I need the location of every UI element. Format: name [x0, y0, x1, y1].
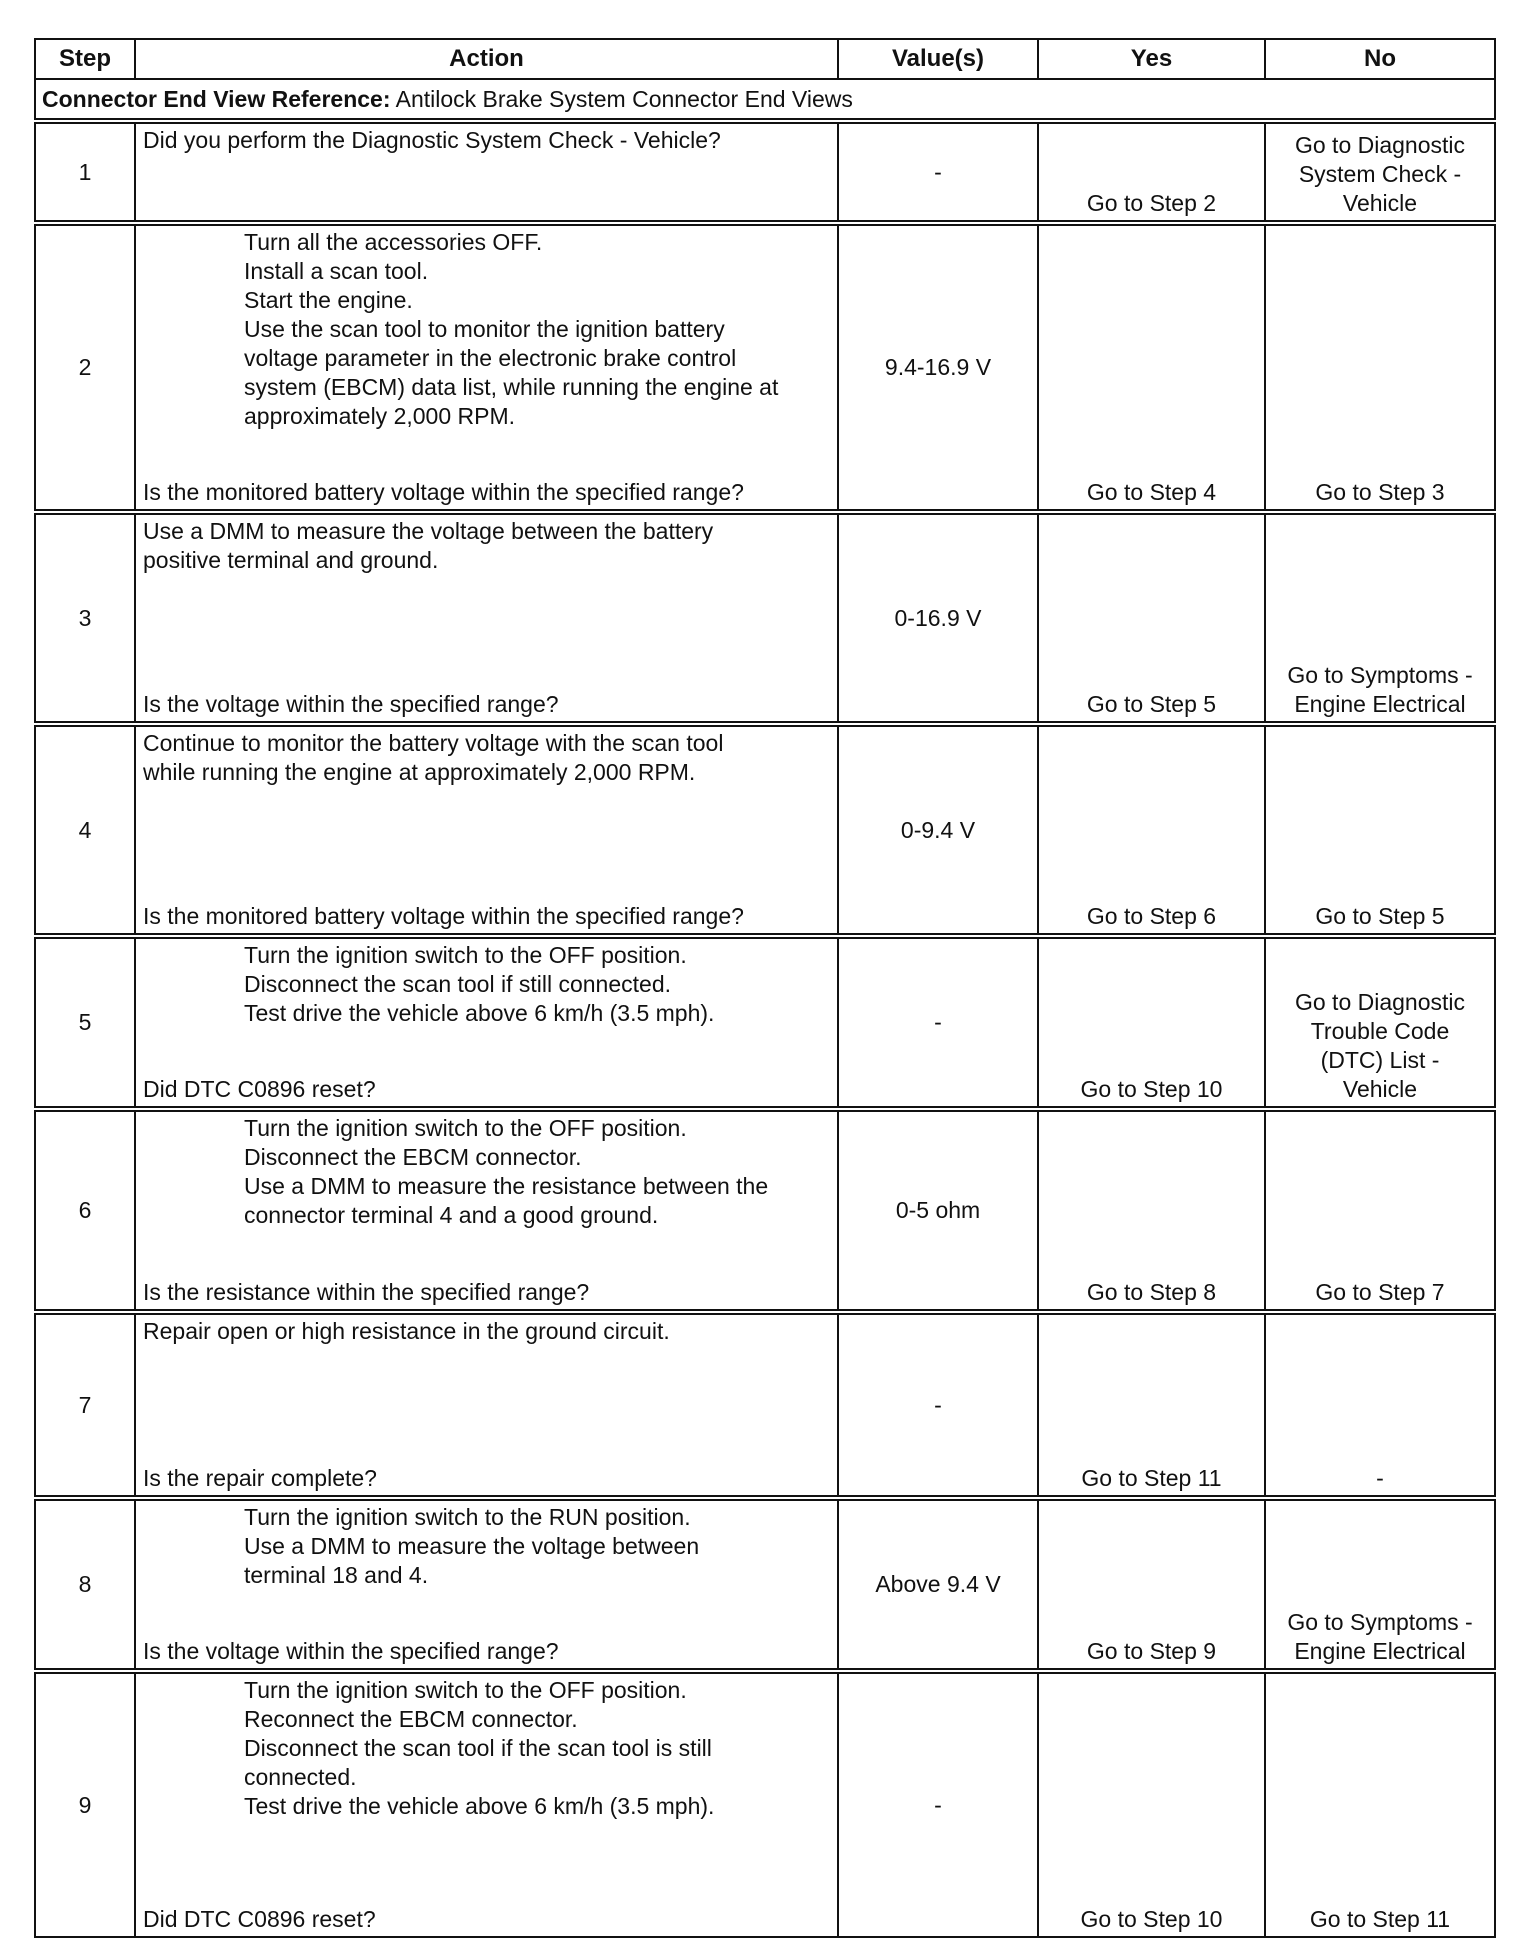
no-cell — [1265, 724, 1495, 936]
yes-line: Go to Step 11 — [1081, 1465, 1222, 1491]
value-cell: - — [838, 936, 1038, 1109]
action-wrap — [136, 727, 837, 933]
no-line: Go to Step 7 — [1315, 1279, 1445, 1305]
table-row — [35, 1312, 1495, 1498]
instruction-line: approximately 2,000 RPM. — [244, 403, 516, 429]
instruction-line: terminal 18 and 4. — [244, 1562, 429, 1588]
action-question: Did DTC C0896 reset? — [143, 1076, 376, 1102]
action-cell — [135, 1671, 838, 1937]
action-question: Is the voltage within the specified range? — [143, 1638, 559, 1664]
action-wrap — [136, 226, 837, 509]
action-instructions — [143, 1114, 829, 1230]
instruction-line: Test drive the vehicle above 6 km/h (3.5 mph). — [244, 1000, 715, 1026]
instruction-line: connected. — [244, 1764, 357, 1790]
value-cell: - — [838, 1671, 1038, 1937]
instruction-line: system (EBCM) data list, while running the engine at — [244, 374, 779, 400]
yes-cell — [1038, 936, 1265, 1109]
no-line: Go to Symptoms - — [1287, 1609, 1473, 1635]
action-instructions — [143, 126, 829, 155]
yes-cell — [1038, 1109, 1265, 1312]
action-cell — [135, 936, 838, 1109]
no-line: Engine Electrical — [1294, 1638, 1466, 1664]
yes-cell — [1038, 1312, 1265, 1498]
action-cell — [135, 1498, 838, 1671]
action-wrap — [136, 939, 837, 1106]
instruction-line: Continue to monitor the battery voltage with the scan tool — [143, 730, 724, 756]
instruction-line: Reconnect the EBCM connector. — [244, 1706, 578, 1732]
action-cell — [135, 223, 838, 512]
header-no: No — [1265, 39, 1495, 79]
action-cell — [135, 1109, 838, 1312]
instruction-line: Disconnect the scan tool if still connected. — [244, 971, 672, 997]
table-row — [35, 512, 1495, 724]
table-row — [35, 1671, 1495, 1937]
yes-cell — [1038, 1671, 1265, 1937]
yes-line: Go to Step 5 — [1086, 691, 1217, 717]
instruction-line: Use a DMM to measure the voltage between — [244, 1533, 700, 1559]
no-line: - — [1376, 1465, 1384, 1491]
instruction-line: voltage parameter in the electronic brake control — [244, 345, 737, 371]
action-instructions — [143, 1317, 829, 1346]
table-row — [35, 936, 1495, 1109]
no-line: Go to Diagnostic — [1294, 132, 1466, 158]
no-cell — [1265, 121, 1495, 223]
instruction-line: Turn the ignition switch to the OFF position. — [244, 942, 687, 968]
action-instructions — [143, 517, 829, 575]
reference-label: Connector End View Reference: — [42, 86, 391, 112]
no-line: Trouble Code — [1310, 1018, 1450, 1044]
action-wrap — [136, 1315, 837, 1495]
step-number: 8 — [35, 1498, 135, 1671]
step-number: 2 — [35, 223, 135, 512]
no-line: Go to Symptoms - — [1287, 662, 1473, 688]
instruction-line: Did you perform the Diagnostic System Check - Vehicle? — [143, 127, 721, 153]
yes-cell — [1038, 121, 1265, 223]
action-instructions — [143, 729, 829, 787]
instruction-line: Disconnect the EBCM connector. — [244, 1144, 582, 1170]
instruction-line: Install a scan tool. — [244, 258, 429, 284]
yes-line: Go to Step 4 — [1086, 479, 1217, 505]
reference-row — [35, 79, 1495, 121]
instruction-line: Turn all the accessories OFF. — [244, 229, 543, 255]
action-question: Is the monitored battery voltage within the specified range? — [143, 903, 744, 929]
step-number: 1 — [35, 121, 135, 223]
action-question: Did DTC C0896 reset? — [143, 1906, 376, 1932]
instruction-line: positive terminal and ground. — [143, 547, 439, 573]
no-line: Vehicle — [1342, 1076, 1418, 1102]
no-line: Go to Diagnostic — [1294, 989, 1466, 1015]
yes-cell — [1038, 512, 1265, 724]
value-cell: Above 9.4 V — [838, 1498, 1038, 1671]
header-values: Value(s) — [838, 39, 1038, 79]
yes-line: Go to Step 10 — [1080, 1076, 1223, 1102]
step-number: 4 — [35, 724, 135, 936]
action-question: Is the voltage within the specified range? — [143, 691, 559, 717]
table-row — [35, 121, 1495, 223]
action-instructions — [143, 1503, 829, 1590]
action-wrap — [136, 1112, 837, 1309]
yes-line: Go to Step 2 — [1086, 190, 1217, 216]
yes-line: Go to Step 9 — [1086, 1638, 1217, 1664]
table-row — [35, 1109, 1495, 1312]
no-line: System Check - — [1298, 161, 1462, 187]
yes-cell — [1038, 724, 1265, 936]
no-cell — [1265, 223, 1495, 512]
no-cell — [1265, 512, 1495, 724]
header-yes: Yes — [1038, 39, 1265, 79]
yes-cell — [1038, 1498, 1265, 1671]
value-cell: 0-9.4 V — [838, 724, 1038, 936]
no-cell — [1265, 1109, 1495, 1312]
yes-line: Go to Step 6 — [1086, 903, 1217, 929]
table-row — [35, 223, 1495, 512]
no-cell — [1265, 1671, 1495, 1937]
table-row — [35, 724, 1495, 936]
action-question: Is the resistance within the specified range? — [143, 1279, 590, 1305]
action-cell — [135, 512, 838, 724]
no-cell — [1265, 1498, 1495, 1671]
reference-link-text: Antilock Brake System Connector End Views — [395, 86, 853, 112]
step-number: 9 — [35, 1671, 135, 1937]
connector-reference — [35, 79, 1495, 121]
instruction-line: Disconnect the scan tool if the scan tool is still — [244, 1735, 712, 1761]
yes-cell — [1038, 223, 1265, 512]
action-wrap — [136, 1674, 837, 1936]
no-line: (DTC) List - — [1320, 1047, 1440, 1073]
no-line: Go to Step 5 — [1315, 903, 1445, 929]
action-instructions — [143, 1676, 829, 1821]
table-body — [35, 121, 1495, 1937]
instruction-line: Turn the ignition switch to the RUN position. — [244, 1504, 691, 1530]
instruction-line: Repair open or high resistance in the ground circuit. — [143, 1318, 670, 1344]
instruction-line: Turn the ignition switch to the OFF position. — [244, 1677, 687, 1703]
action-cell — [135, 1312, 838, 1498]
step-number: 5 — [35, 936, 135, 1109]
value-cell: 0-5 ohm — [838, 1109, 1038, 1312]
instruction-line: Use a DMM to measure the voltage between the battery — [143, 518, 714, 544]
no-line: Go to Step 11 — [1309, 1906, 1451, 1932]
action-cell — [135, 724, 838, 936]
action-wrap — [136, 124, 837, 220]
no-line: Engine Electrical — [1294, 691, 1466, 717]
header-step: Step — [35, 39, 135, 79]
value-cell: 9.4-16.9 V — [838, 223, 1038, 512]
action-wrap — [136, 515, 837, 721]
action-question: Is the monitored battery voltage within the specified range? — [143, 479, 744, 505]
step-number: 6 — [35, 1109, 135, 1312]
instruction-line: Use the scan tool to monitor the ignition battery — [244, 316, 725, 342]
instruction-line: Test drive the vehicle above 6 km/h (3.5 mph). — [244, 1793, 715, 1819]
header-action: Action — [135, 39, 838, 79]
table-row — [35, 1498, 1495, 1671]
value-cell: - — [838, 1312, 1038, 1498]
header-row — [35, 39, 1495, 79]
action-cell — [135, 121, 838, 223]
action-wrap — [136, 1501, 837, 1668]
action-question: Is the repair complete? — [143, 1465, 377, 1491]
step-number: 3 — [35, 512, 135, 724]
action-instructions — [143, 228, 829, 431]
no-line: Vehicle — [1342, 190, 1418, 216]
value-cell: 0-16.9 V — [838, 512, 1038, 724]
no-cell — [1265, 936, 1495, 1109]
yes-line: Go to Step 8 — [1086, 1279, 1217, 1305]
value-cell: - — [838, 121, 1038, 223]
instruction-line: while running the engine at approximately 2,000 RPM. — [143, 759, 696, 785]
instruction-line: connector terminal 4 and a good ground. — [244, 1202, 659, 1228]
instruction-line: Turn the ignition switch to the OFF position. — [244, 1115, 687, 1141]
no-cell — [1265, 1312, 1495, 1498]
instruction-line: Use a DMM to measure the resistance between the — [244, 1173, 769, 1199]
instruction-line: Start the engine. — [244, 287, 413, 313]
yes-line: Go to Step 10 — [1080, 1906, 1223, 1932]
action-instructions — [143, 941, 829, 1028]
no-line: Go to Step 3 — [1315, 479, 1445, 505]
diagnostic-table — [34, 38, 1496, 1938]
step-number: 7 — [35, 1312, 135, 1498]
